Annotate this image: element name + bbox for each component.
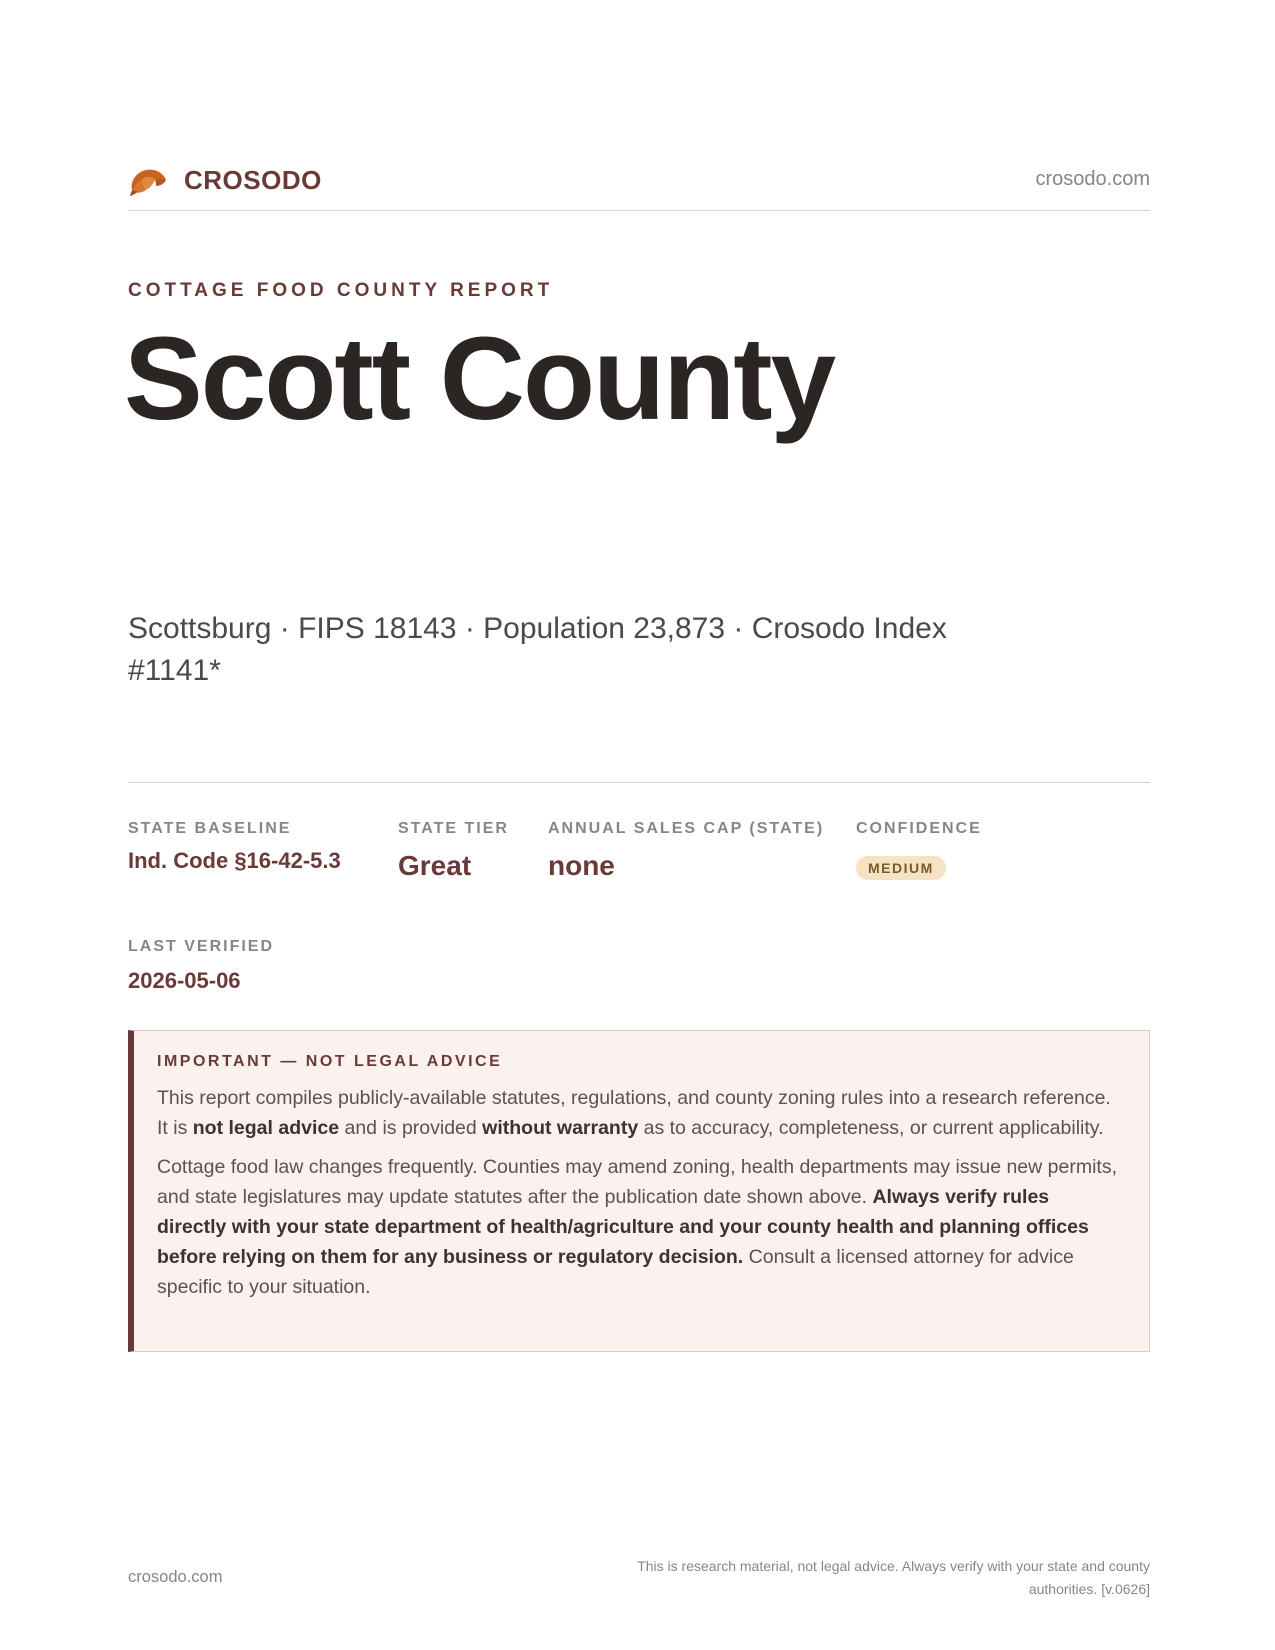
- brand: [128, 162, 322, 198]
- brand-name: CROSODO: [184, 164, 322, 195]
- county-subtitle: Scottsburg · FIPS 18143 · Population 23,873 · Crosodo Index #1141*: [128, 612, 947, 687]
- state-tier-label: STATE TIER: [398, 820, 509, 837]
- footer-site[interactable]: crosodo.com: [128, 1568, 223, 1586]
- report-eyebrow: COTTAGE FOOD COUNTY REPORT: [128, 280, 554, 301]
- page-header: [128, 160, 1150, 211]
- annual-cap-value: none: [548, 850, 615, 881]
- page-title: Scott County: [124, 313, 835, 445]
- notice-paragraph-1: This report compiles publicly-available statutes, regulations, and county zoning rules into a research reference. It is not legal advice and is provided without warranty as to accuracy, completeness, or current applicability.: [157, 1087, 1111, 1139]
- notice-paragraph-2: Cottage food law changes frequently. Counties may amend zoning, health departments may issue new permits, and state legislatures may update statutes after the publication date shown above. Always verify rules directly with your state department of health/agriculture and your county health and planning offices before relying on them for any business or regulatory decision. Consult a licensed attorney for advice specific to your situation.: [157, 1156, 1117, 1298]
- last-verified-label: LAST VERIFIED: [128, 938, 275, 955]
- section-divider: [128, 782, 1150, 783]
- confidence-badge: MEDIUM: [856, 856, 946, 880]
- annual-cap-label: ANNUAL SALES CAP (STATE): [548, 820, 825, 837]
- state-tier-value: Great: [398, 850, 472, 881]
- notice-body: [157, 1083, 1123, 1311]
- site-link[interactable]: crosodo.com: [1035, 168, 1150, 190]
- notice-title: IMPORTANT — NOT LEGAL ADVICE: [157, 1053, 503, 1070]
- state-baseline-label: STATE BASELINE: [128, 820, 292, 837]
- footer-disclaimer: This is research material, not legal advice. Always verify with your state and county authorities. [v.0626]: [637, 1558, 1150, 1597]
- state-baseline-value: Ind. Code §16-42-5.3: [128, 848, 341, 873]
- croissant-icon: [128, 162, 168, 198]
- confidence-label: CONFIDENCE: [856, 820, 982, 837]
- last-verified-value: 2026-05-06: [128, 968, 241, 993]
- legal-notice: [128, 1030, 1150, 1352]
- report-page: [124, 0, 1150, 1650]
